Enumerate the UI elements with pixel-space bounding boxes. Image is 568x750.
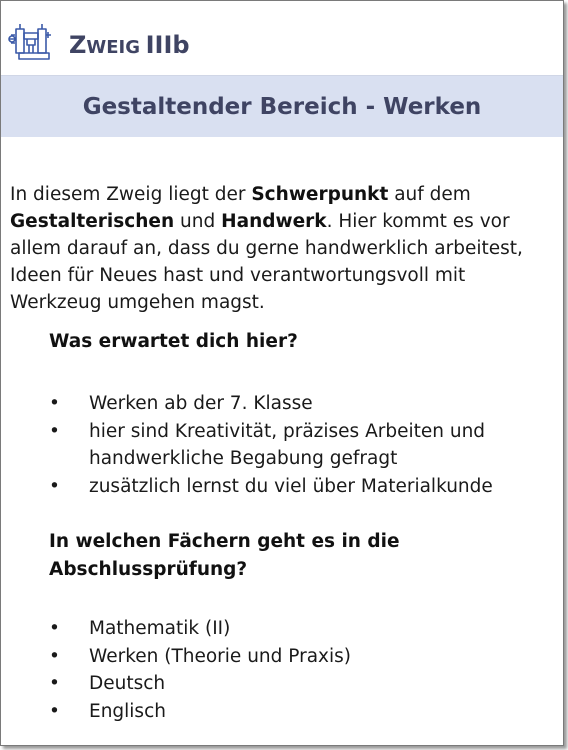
bullet: • <box>49 393 60 414</box>
list-item <box>49 698 549 726</box>
list-item-text: Werken ab der 7. Klasse <box>89 393 313 414</box>
bullet: • <box>49 475 60 497</box>
intro-bold-handwerk: Handwerk <box>221 211 327 232</box>
list-item-text: Englisch <box>89 700 166 722</box>
workbench-vise-icon <box>7 21 55 63</box>
list-item <box>49 615 549 643</box>
list-item-text: zusätzlich lernst du viel über Materialkunde <box>89 475 493 497</box>
bullet: • <box>49 700 60 722</box>
intro-paragraph <box>10 181 558 316</box>
list-item-text: Deutsch <box>89 673 166 694</box>
exams-list <box>49 615 549 725</box>
list-item <box>49 473 549 501</box>
header <box>1 1 563 76</box>
section-title: Gestaltender Bereich - Werken <box>82 93 482 120</box>
brand-initial: Z <box>69 31 87 59</box>
brand-title <box>69 31 190 59</box>
list-item <box>49 643 549 671</box>
bullet: • <box>49 645 60 667</box>
list-item-text: hier sind Kreativität, präzises Arbeiten und handwerkliche Begabung gefragt <box>89 420 486 469</box>
bullet: • <box>49 618 60 639</box>
bullet: • <box>49 420 60 442</box>
intro-text-3: und <box>174 211 222 232</box>
section-banner <box>1 76 563 137</box>
intro-text-2: auf dem <box>388 184 471 205</box>
brand-suffix: IIIb <box>145 31 190 59</box>
list-item-text: Mathematik (II) <box>89 618 231 639</box>
intro-bold-gestalterischen: Gestalterischen <box>10 211 175 232</box>
expectations-heading: Was erwartet dich hier? <box>49 331 298 352</box>
bullet: • <box>49 673 60 694</box>
list-item <box>49 390 549 418</box>
list-item-text: Werken (Theorie und Praxis) <box>89 645 351 667</box>
list-item <box>49 670 549 698</box>
list-item <box>49 418 549 473</box>
expectations-list <box>49 390 549 500</box>
brand-word: WEIG <box>86 37 141 58</box>
intro-text-4: . Hier kommt es vor allem darauf an, dass du gerne handwerklich arbeitest, Ideen für Neues hast und verantwortungsvoll mit Werkzeug umgehen magst. <box>10 211 523 313</box>
intro-text-1: In diesem Zweig liegt der <box>10 184 252 205</box>
exams-heading: In welchen Fächern geht es in die Abschlussprüfung? <box>49 531 400 580</box>
intro-bold-schwerpunkt: Schwerpunkt <box>251 184 389 205</box>
